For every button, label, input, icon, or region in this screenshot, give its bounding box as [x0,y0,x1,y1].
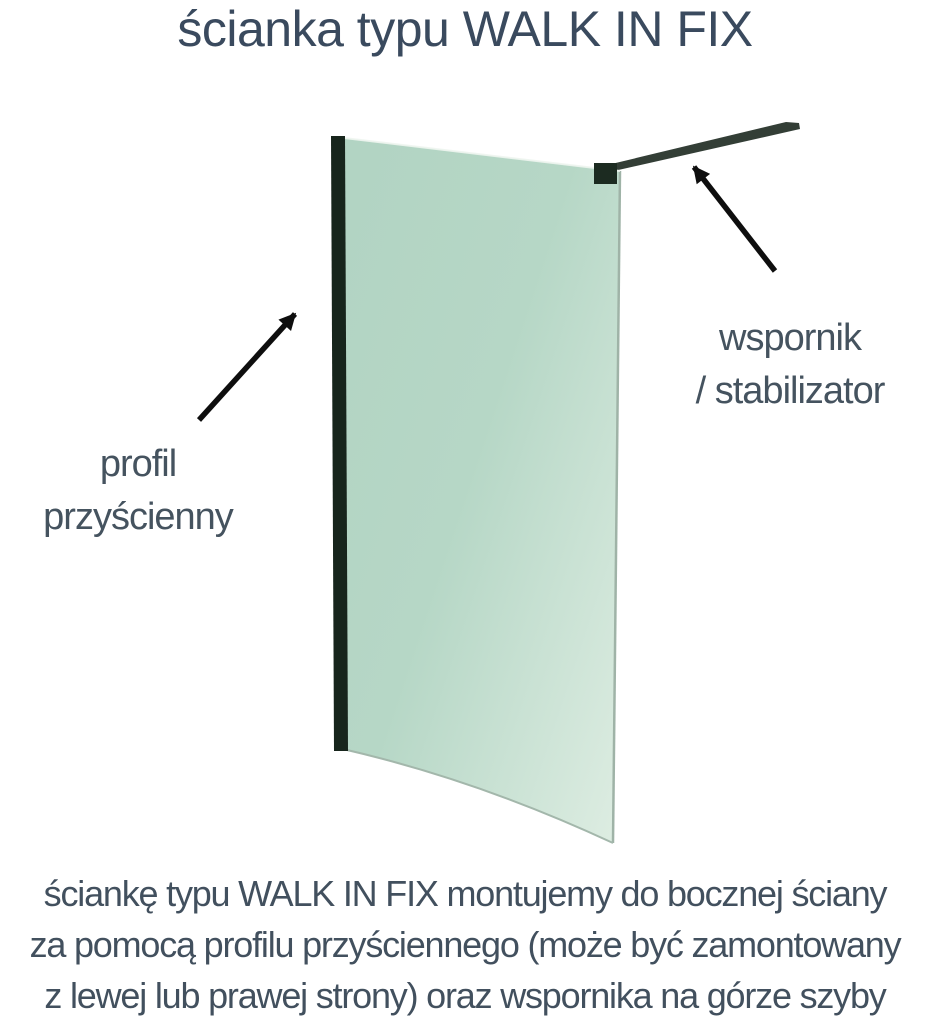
label-stabilizer [650,312,930,418]
description-line-1: ściankę typu WALK IN FIX montujemy do bocznej ściany [43,873,887,914]
label-stabilizer-line1: wspornik [719,317,861,359]
arrow-to-profile [199,314,295,420]
mounting-description [0,868,930,1020]
label-stabilizer-line2: / stabilizator [695,370,885,412]
glass-panel [344,138,620,843]
label-wall-profile-line1: profil [99,443,177,485]
description-line-2: za pomocą profilu przyściennego (może być zamontowany [29,924,901,965]
page-title: ścianka typu WALK IN FIX [177,1,753,57]
arrow-to-stabilizer [694,167,775,271]
corner-bracket [594,163,617,184]
label-wall-profile [18,438,258,544]
description-line-3: z lewej lub prawej strony) oraz wspornika na górze szyby [44,975,886,1016]
stabilizer-bar [603,122,800,173]
label-wall-profile-line2: przyścienny [43,496,233,538]
